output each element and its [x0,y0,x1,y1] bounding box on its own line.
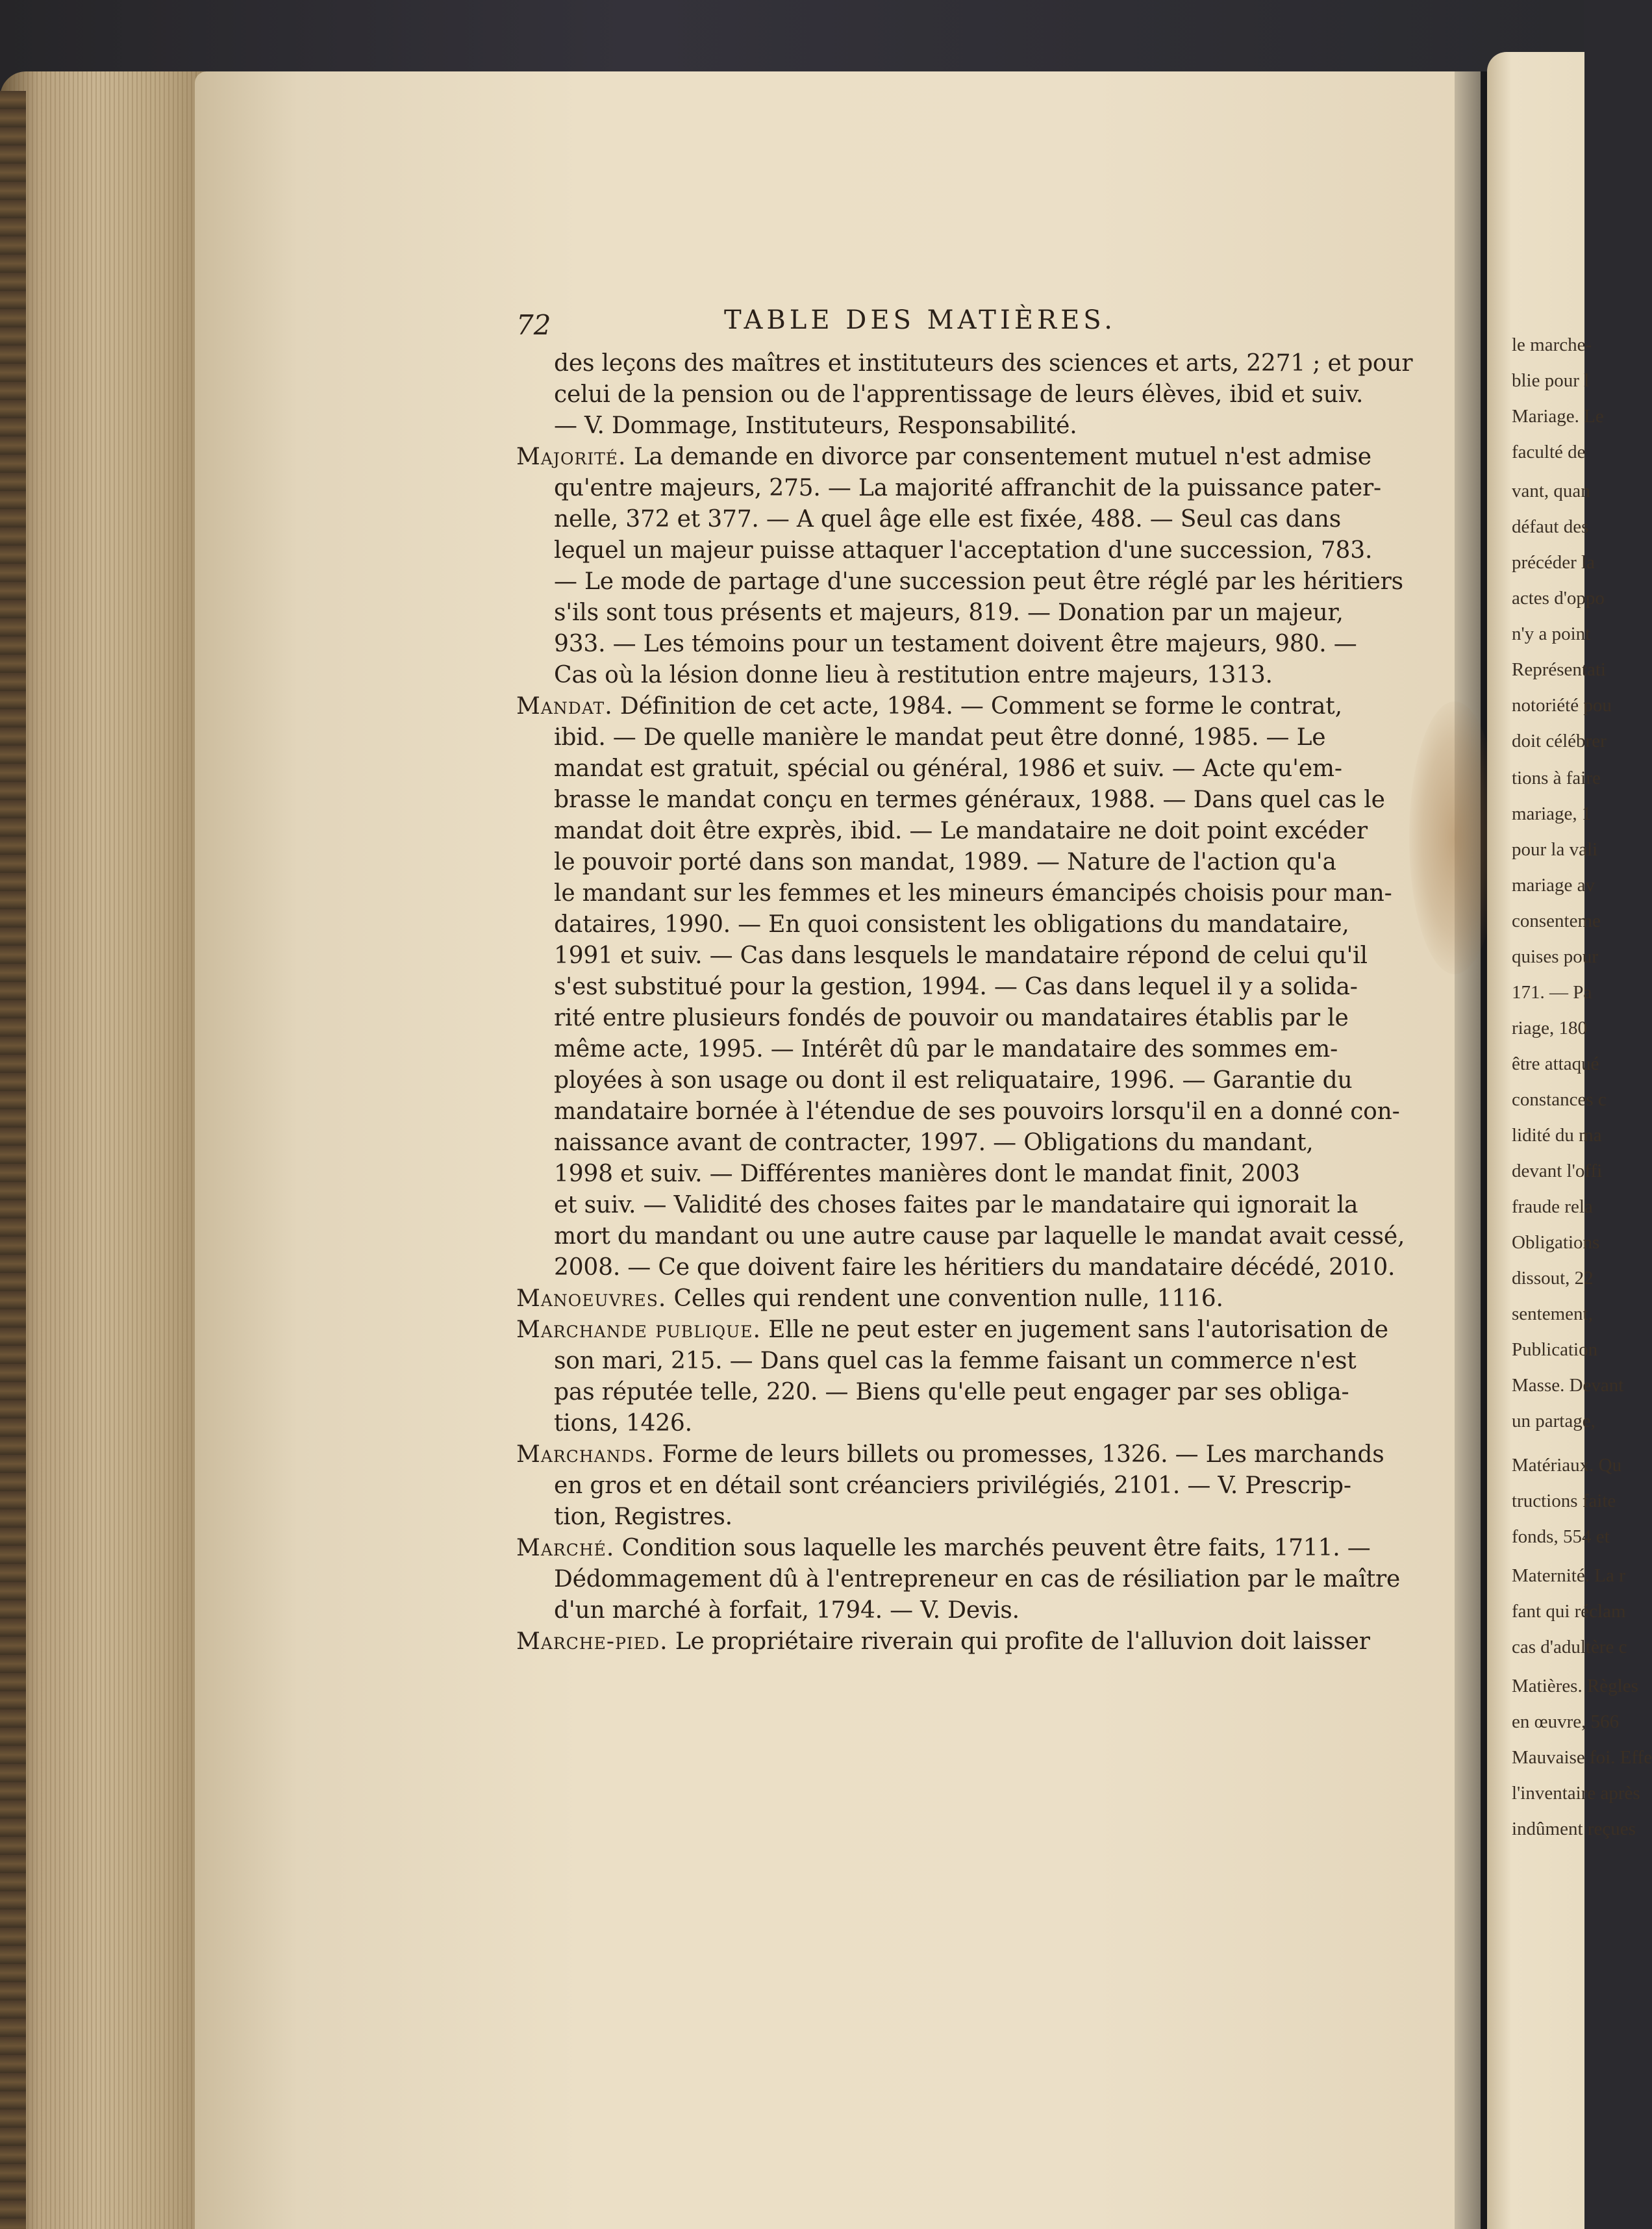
index-entry-head-line: Marché. Condition sous laquelle les marchés peuvent être faits, 1711. — [516,1535,1371,1561]
right-page-fragment: devant l'offi [1512,1161,1603,1181]
index-entry-line: lequel un majeur puisse attaquer l'acceptation d'une succession, 783. [554,537,1373,564]
book-cover-edge [0,91,26,2229]
right-page-fragment: indûment reçues [1512,1819,1636,1839]
index-entry-head-line: Marchande publique. Elle ne peut ester en jugement sans l'autorisation de [516,1316,1388,1343]
right-page-fragment: Mariage. Le [1512,406,1604,427]
right-page-fragment: notoriété pou [1512,695,1612,716]
right-page-fragment: quises pour [1512,946,1598,967]
right-page-fragment: Matériaux. Qu [1512,1455,1622,1476]
right-page-fragment: fraude rela [1512,1196,1593,1217]
index-entry-line: celui de la pension ou de l'apprentissage de leurs élèves, ibid et suiv. [554,381,1364,408]
right-page-fragment: mariage, 1 [1512,803,1592,824]
right-page-fragment: constances c [1512,1089,1607,1110]
index-entry-line: Dédommagement dû à l'entrepreneur en cas de résiliation par le maître [554,1566,1401,1593]
index-entry-line: des leçons des maîtres et instituteurs des sciences et arts, 2271 ; et pour [554,350,1413,377]
index-entry-line: ibid. — De quelle manière le mandat peut être donné, 1985. — Le [554,724,1326,751]
right-page-fragment: être attaqué [1512,1053,1599,1074]
index-entry-line: nelle, 372 et 377. — A quel âge elle est fixée, 488. — Seul cas dans [554,506,1341,533]
right-page-fragment: tions à faire [1512,768,1601,788]
right-page-fragment: lidité du ma [1512,1125,1602,1146]
right-page-fragment: fant qui réclam [1512,1601,1626,1622]
index-entry-line: d'un marché à forfait, 1794. — V. Devis. [554,1597,1020,1624]
right-page-fragment: précéder la [1512,552,1595,573]
right-page-fragment: Représentati [1512,659,1606,680]
right-page-edge [1487,52,1652,2229]
running-head [516,305,1354,344]
right-page-fragment: riage, 180 [1512,1018,1587,1039]
right-page-fragment: faculté de [1512,442,1586,462]
index-entry-line: s'ils sont tous présents et majeurs, 819. — Donation par un majeur, [554,599,1344,626]
right-page-fragment: un partage, [1512,1411,1596,1431]
right-page-fragment: pour la vali [1512,839,1598,860]
right-page-fragment: n'y a point [1512,623,1591,644]
index-entry-line: qu'entre majeurs, 275. — La majorité affranchit de la puissance pater- [554,475,1381,501]
index-entry-line: s'est substitué pour la gestion, 1994. — Cas dans lequel il y a solida- [554,974,1358,1000]
right-page-fragment: mariage av [1512,875,1596,896]
page-title: TABLE DES MATIÈRES. [724,305,1116,335]
index-entry-line: brasse le mandat conçu en termes généraux, 1988. — Dans quel cas le [554,787,1385,813]
page-number: 72 [516,309,551,341]
index-entry-line: rité entre plusieurs fondés de pouvoir ou mandataires établis par le [554,1005,1349,1031]
index-entry-line: et suiv. — Validité des choses faites par le mandataire qui ignorait la [554,1192,1358,1218]
right-page-fragment: sentement, [1512,1303,1593,1324]
index-entry-line: le pouvoir porté dans son mandat, 1989. — Nature de l'action qu'a [554,849,1336,875]
index-entry-head-line: Manoeuvres. Celles qui rendent une convention nulle, 1116. [516,1285,1223,1312]
right-page-fragment: cas d'adultère c [1512,1637,1627,1657]
right-page-fragment: Obligations [1512,1232,1600,1253]
right-page-fragment: tructions faite [1512,1491,1616,1511]
index-entry-line: mort du mandant ou une autre cause par laquelle le mandat avait cessé, [554,1223,1405,1250]
index-entry-line: naissance avant de contracter, 1997. — Obligations du mandant, [554,1129,1314,1156]
index-entry-line: 933. — Les témoins pour un testament doivent être majeurs, 980. — [554,631,1357,657]
right-page-fragment: Maternité. La r [1512,1565,1625,1586]
paper-stain [1409,701,1500,974]
right-page-fragment: l'inventaire après [1512,1783,1640,1804]
right-page-fragment: fonds, 554 et [1512,1526,1610,1547]
right-page-fragment: vant, quan [1512,481,1590,501]
right-page-fragment: doit célébrer [1512,731,1607,751]
index-entry-line: 1991 et suiv. — Cas dans lesquels le mandataire répond de celui qu'il [554,942,1368,969]
right-page-fragment: dissout, 22 [1512,1268,1594,1289]
index-entry-line: mandat doit être exprès, ibid. — Le mandataire ne doit point excéder [554,818,1368,844]
index-entry-head-line: Marchands. Forme de leurs billets ou promesses, 1326. — Les marchands [516,1441,1384,1468]
right-page-fragment: Matières. Règles [1512,1676,1638,1696]
index-entry-head-line: Majorité. La demande en divorce par consentement mutuel n'est admise [516,444,1371,470]
index-entry-line: 2008. — Ce que doivent faire les héritiers du mandataire décédé, 2010. [554,1254,1395,1281]
index-entry-line: ployées à son usage ou dont il est reliquataire, 1996. — Garantie du [554,1067,1353,1094]
right-page-fragment: consenteme [1512,911,1601,931]
right-page-fragment: Mauvaise foi. Effe [1512,1747,1652,1768]
index-entry-line: — Le mode de partage d'une succession peut être réglé par les héritiers [554,568,1403,595]
index-entry-line: son mari, 215. — Dans quel cas la femme faisant un commerce n'est [554,1348,1357,1374]
right-page-fragment: Publication [1512,1339,1598,1360]
index-entry-line: 1998 et suiv. — Différentes manières dont le mandat finit, 2003 [554,1161,1300,1187]
right-page-fragment: Masse. Devant [1512,1375,1624,1396]
right-page-fragment: actes d'oppo [1512,588,1605,609]
right-page-fragment: défaut des [1512,516,1589,537]
index-entry-line: le mandant sur les femmes et les mineurs émancipés choisis pour man- [554,880,1392,907]
index-entries [516,348,1413,1657]
index-entry-line: pas réputée telle, 220. — Biens qu'elle peut engager par ses obliga- [554,1379,1349,1405]
book-fore-edge [0,71,214,2229]
right-page-fragment: le marche- [1512,334,1592,355]
index-entry-line: même acte, 1995. — Intérêt dû par le mandataire des sommes em- [554,1036,1338,1063]
index-entry-line: dataires, 1990. — En quoi consistent les obligations du mandataire, [554,911,1349,938]
index-entry-line: tions, 1426. [554,1410,692,1437]
index-entry-line: mandat est gratuit, spécial ou général, 1986 et suiv. — Acte qu'em- [554,755,1342,782]
right-page-fragment: blie pour l [1512,370,1590,391]
index-entry-head-line: Marche-pied. Le propriétaire riverain qui profite de l'alluvion doit laisser [516,1628,1370,1655]
index-entry-line: — V. Dommage, Instituteurs, Responsabilité. [554,412,1077,439]
index-entry-line: Cas où la lésion donne lieu à restitution entre majeurs, 1313. [554,662,1273,688]
index-entry-line: en gros et en détail sont créanciers privilégiés, 2101. — V. Prescrip- [554,1472,1351,1499]
index-entry-line: tion, Registres. [554,1504,732,1530]
right-page-fragment: en œuvre, 566 [1512,1711,1620,1732]
right-page-fragment: 171. — Pa [1512,982,1592,1003]
index-entry-head-line: Mandat. Définition de cet acte, 1984. — Comment se forme le contrat, [516,693,1342,720]
index-entry-line: mandataire bornée à l'étendue de ses pouvoirs lorsqu'il en a donné con- [554,1098,1400,1125]
